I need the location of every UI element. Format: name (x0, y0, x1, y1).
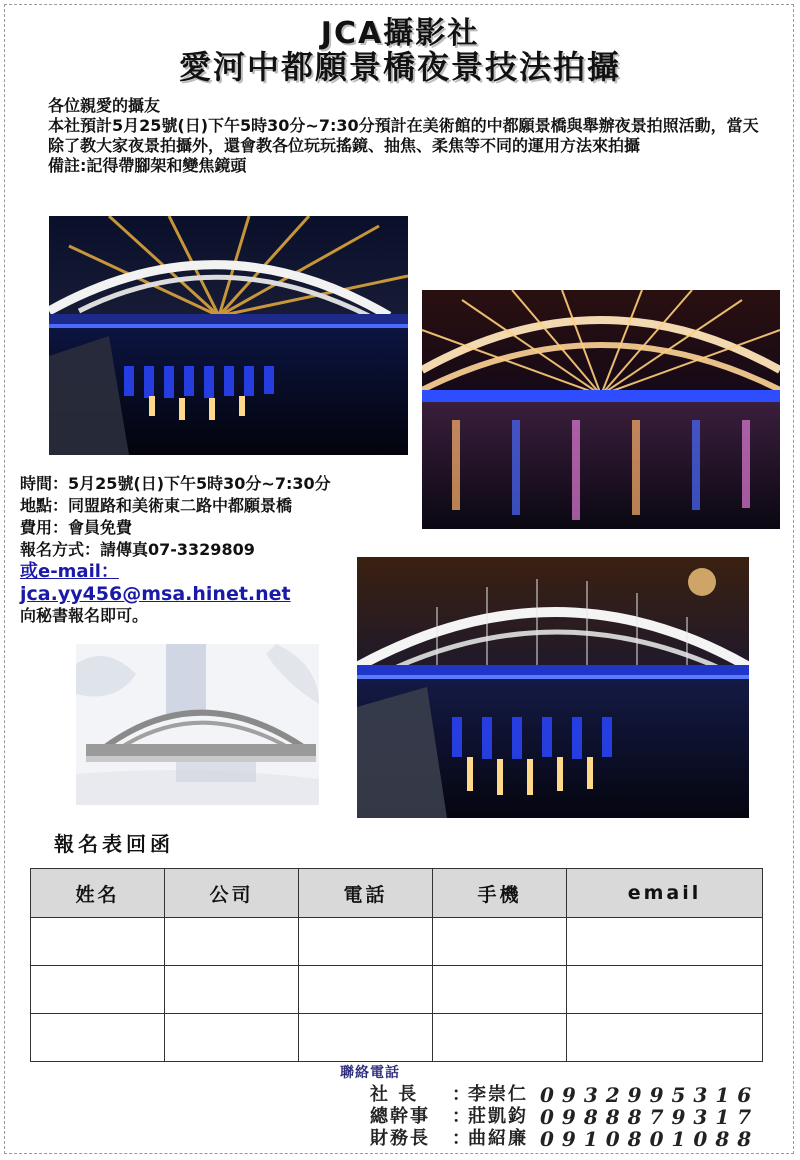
contact-phone: 0932995316 (540, 1083, 760, 1107)
mobile-cell[interactable] (433, 1014, 567, 1062)
contact-name: 曲紹廉 (468, 1128, 528, 1149)
mobile-cell[interactable] (433, 966, 567, 1014)
contact-role: 社 長 (370, 1084, 419, 1105)
contact-name: 莊凱鈞 (468, 1106, 528, 1127)
detail-signup: 報名方式：請傳真07-3329809 (20, 540, 255, 559)
detail-fee: 費用：會員免費 (20, 518, 133, 537)
email-label-link[interactable]: 或e-mail： (20, 561, 119, 582)
company-cell[interactable] (165, 1014, 299, 1062)
detail-place: 地點：同盟路和美術東二路中都願景橋 (20, 496, 293, 515)
contact-role: 總幹事 (370, 1106, 430, 1127)
registration-table (30, 868, 763, 1062)
column-header-mobile: 手機 (433, 869, 567, 918)
mobile-cell[interactable] (433, 918, 567, 966)
contact-phone: 0988879317 (540, 1105, 760, 1129)
column-header-email: email (567, 869, 763, 918)
column-header-name: 姓名 (31, 869, 165, 918)
table-row (31, 918, 763, 966)
table-row (31, 966, 763, 1014)
club-title: JCA攝影社 (320, 16, 480, 51)
table-header-row (31, 869, 763, 918)
contact-role: 財務長 (370, 1128, 430, 1149)
name-cell[interactable] (31, 966, 165, 1014)
detail-time: 時間：5月25號(日)下午5時30分~7:30分 (20, 474, 331, 493)
registration-form-title: 報名表回函 (54, 832, 174, 856)
table-row (31, 1014, 763, 1062)
contact-colon: ： (452, 1128, 470, 1149)
contact-list (370, 1084, 760, 1150)
bridge-photo-sketch (76, 644, 319, 805)
contact-name: 李崇仁 (468, 1084, 528, 1105)
contact-colon: ： (452, 1084, 470, 1105)
event-details (20, 473, 420, 627)
bridge-photo-zoom-burst (49, 216, 408, 455)
contact-title: 聯絡電話 (340, 1065, 400, 1081)
name-cell[interactable] (31, 1014, 165, 1062)
contact-phone: 0910801088 (540, 1127, 760, 1151)
email-link[interactable]: jca.yy456@msa.hinet.net (20, 583, 291, 605)
detail-closing: 向秘書報名即可。 (20, 606, 149, 625)
contact-row (370, 1084, 760, 1106)
event-title: 愛河中都願景橋夜景技法拍攝 (178, 48, 621, 86)
name-cell[interactable] (31, 918, 165, 966)
company-cell[interactable] (165, 966, 299, 1014)
intro-text (48, 96, 768, 176)
contact-colon: ： (452, 1106, 470, 1127)
greeting: 各位親愛的攝友 (48, 96, 161, 115)
contact-row (370, 1128, 760, 1150)
intro-body: 本社預計5月25號(日)下午5時30分~7:30分預計在美術館的中都願景橋與舉辦夜景拍照活動，當天除了教大家夜景拍攝外，還會教各位玩玩搖鏡、抽焦、柔焦等不同的運用方法來拍攝 (48, 116, 759, 155)
intro-note: 備註:記得帶腳架和變焦鏡頭 (48, 156, 247, 175)
email-cell[interactable] (567, 1014, 763, 1062)
phone-cell[interactable] (299, 1014, 433, 1062)
contact-row (370, 1106, 760, 1128)
phone-cell[interactable] (299, 918, 433, 966)
company-cell[interactable] (165, 918, 299, 966)
bridge-photo-underside (422, 290, 780, 529)
column-header-phone: 電話 (299, 869, 433, 918)
email-cell[interactable] (567, 918, 763, 966)
email-cell[interactable] (567, 966, 763, 1014)
phone-cell[interactable] (299, 966, 433, 1014)
column-header-company: 公司 (165, 869, 299, 918)
